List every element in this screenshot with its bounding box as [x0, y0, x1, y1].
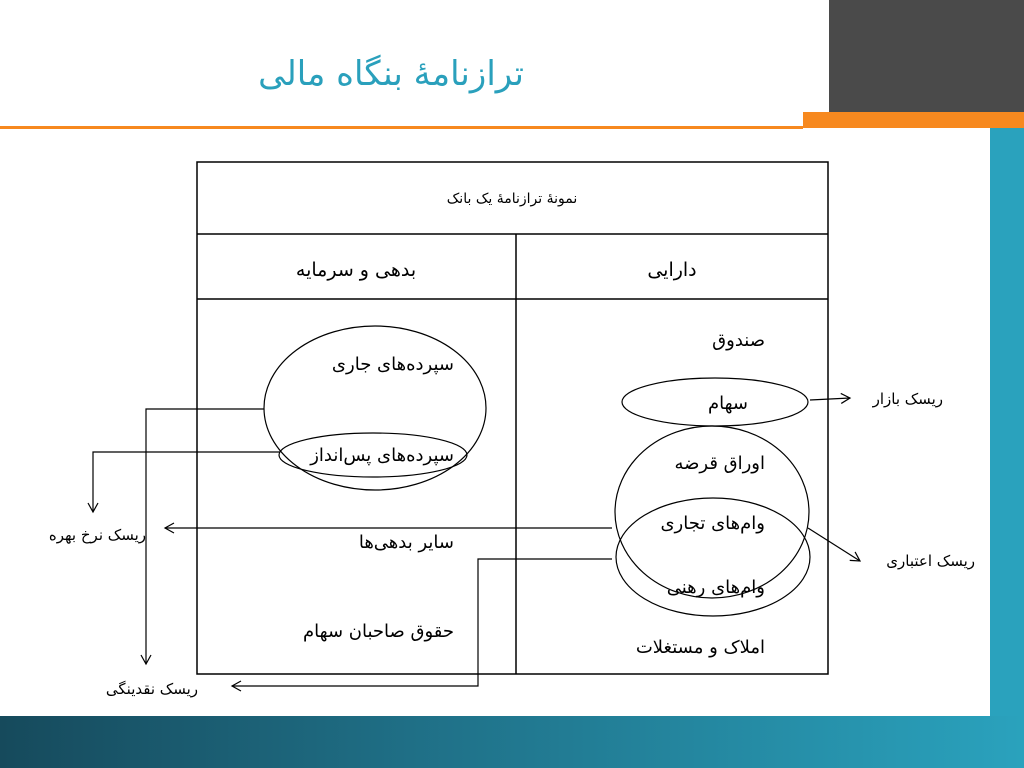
risk-credit: ریسک اعتباری — [886, 552, 975, 570]
savings-to-interest-arrow — [93, 452, 280, 512]
credit-risk-arrow — [808, 528, 860, 561]
asset-stocks: سهام — [707, 393, 748, 414]
liability-demand-deposits: سپرده‌های جاری — [331, 354, 454, 375]
market-risk-arrow — [810, 398, 850, 400]
liability-savings-deposits: سپرده‌های پس‌انداز — [310, 445, 454, 466]
liability-equity: حقوق صاحبان سهام — [303, 621, 454, 642]
asset-commercial-loans: وام‌های تجاری — [660, 513, 765, 534]
credit-assets-ellipse — [615, 426, 809, 598]
asset-cash: صندوق — [712, 330, 765, 351]
slide-title: ترازنامۀ بنگاه مالی — [258, 54, 524, 94]
asset-mortgage-loans: وام‌های رهنی — [666, 577, 765, 598]
liabilities-header: بدهی و سرمایه — [295, 259, 417, 281]
risk-liquidity: ریسک نقدینگی — [105, 680, 198, 698]
risk-market: ریسک بازار — [872, 390, 943, 408]
liability-other: سایر بدهی‌ها — [358, 532, 454, 553]
deposits-to-liquidity-arrow — [146, 409, 264, 664]
assets-header: دارایی — [647, 259, 697, 281]
asset-bonds: اوراق قرضه — [674, 453, 765, 474]
asset-real-estate: املاک و مستغلات — [635, 637, 765, 658]
risk-interest-rate: ریسک نرخ بهره — [48, 526, 146, 544]
table-caption: نمونۀ ترازنامۀ یک بانک — [446, 191, 578, 207]
